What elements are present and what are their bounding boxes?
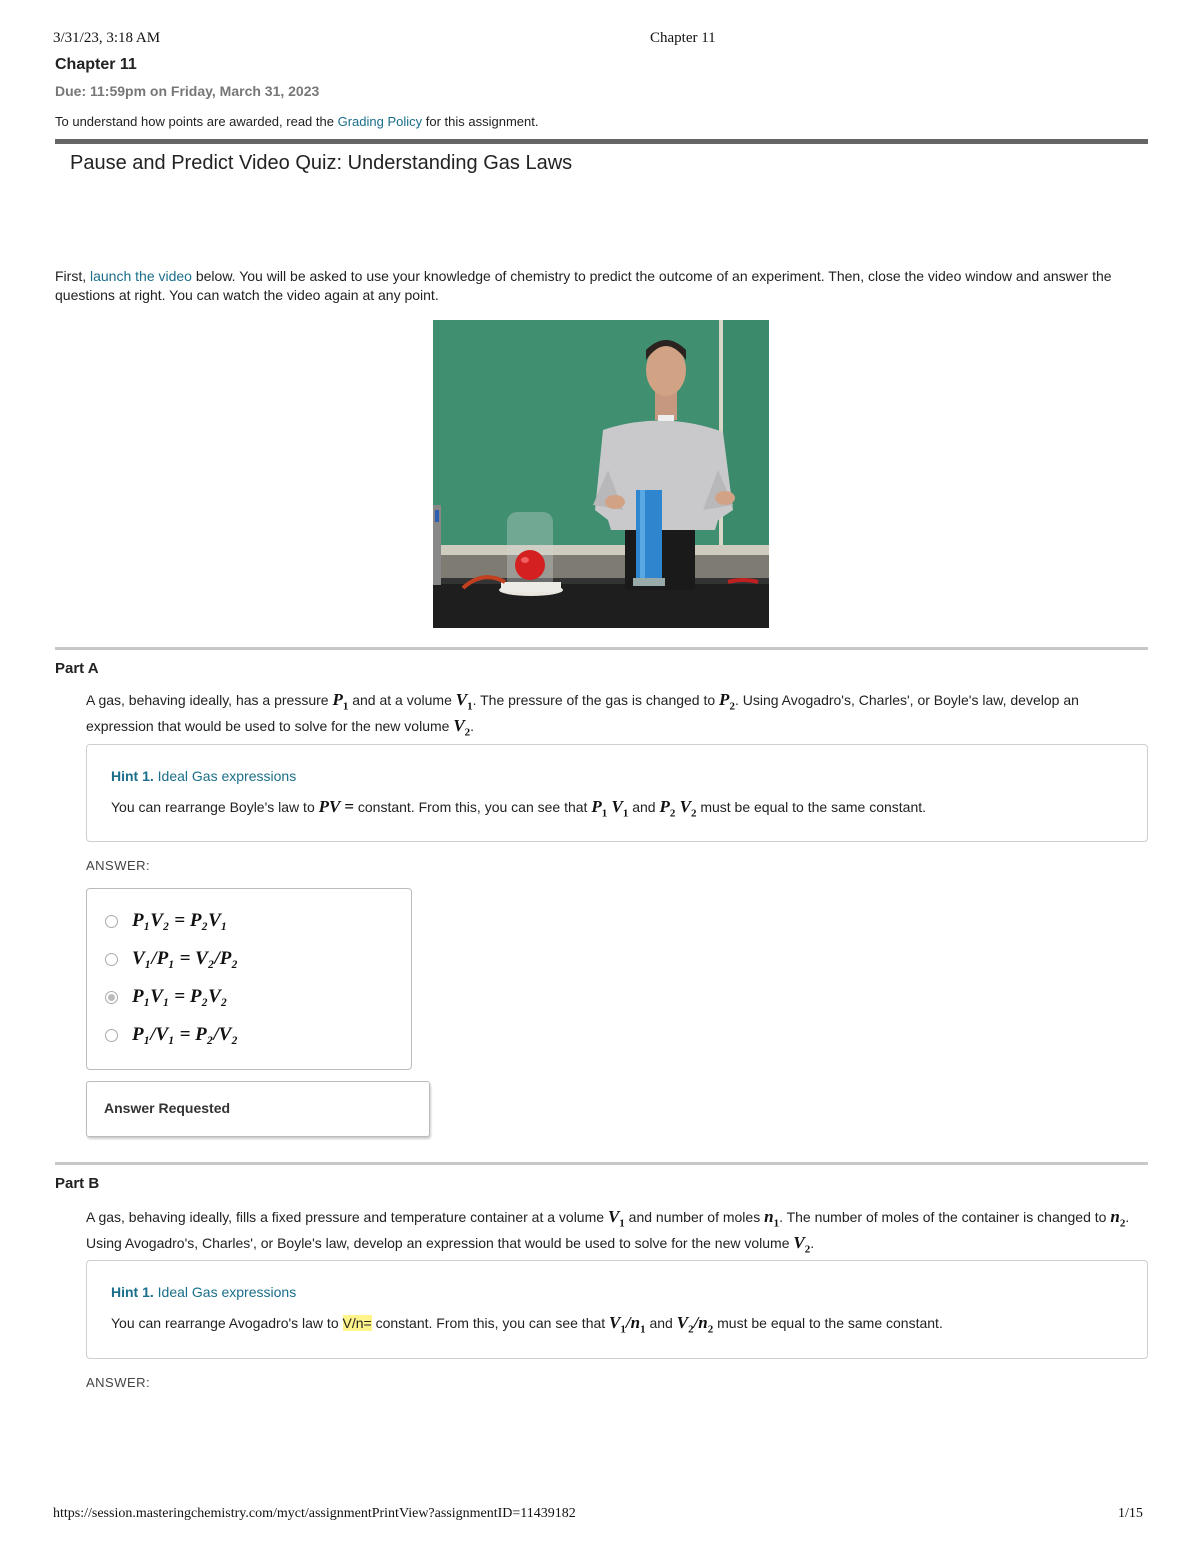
part-a-question: A gas, behaving ideally, has a pressure $P_1$ and at a volume $V_1$. The pressure of the gas is changed to $P_2$. Using Avogadro's, Charles', or Boyle's law, develop an expression that would be used to solve for the new volume $V_2$. [86, 690, 1079, 739]
part-a-q3: . The pressure of the gas is changed to [472, 692, 716, 708]
launch-video-link[interactable]: launch the video [90, 268, 192, 284]
part-a-answer-label: ANSWER: [86, 858, 151, 873]
choice-2-rhs: V₂/P₂ [195, 948, 238, 969]
part-b-hint-text-1: You can rearrange Avogadro's law to [111, 1315, 339, 1331]
choice-4-lhs: P₁/V₁ [132, 1024, 175, 1045]
part-a-label: Part A [55, 660, 99, 677]
part-a-hint-text-1: You can rearrange Boyle's law to [111, 799, 315, 815]
part-b-hint [86, 1260, 1148, 1359]
radio-3-selected[interactable] [105, 991, 118, 1004]
choice-2-lhs: V₁/P₁ [132, 948, 175, 969]
part-b-hint-title[interactable] [111, 1284, 296, 1300]
part-a-q5: . [470, 718, 475, 735]
page-number: 1/15 [1118, 1506, 1143, 1521]
answer-status-box [86, 1081, 430, 1137]
choice-1-rhs: P₂V₁ [189, 910, 228, 931]
grading-notice [55, 114, 538, 129]
grading-suffix: for this assignment. [425, 114, 539, 129]
part-a-q2: and at a volume [352, 692, 452, 708]
part-b-q3: . The number of moles of the container is changed to [779, 1209, 1107, 1225]
part-b-question: A gas, behaving ideally, fills a fixed pressure and temperature container at a volume $V_1$ and number of moles $n_1$. The number of moles of the container is changed to $n_2$. Using Avogadro's, Charles', or Boyle's law, develop an expression that would be used to solve for the new volume $V_2$. [86, 1207, 1130, 1256]
video-thumbnail[interactable] [433, 320, 769, 628]
part-a-hint-text-3: and [632, 799, 656, 815]
quiz-intro [55, 267, 1148, 305]
radio-2[interactable] [105, 953, 118, 966]
radio-1[interactable] [105, 915, 118, 928]
print-datetime: 3/31/23, 3:18 AM [53, 30, 161, 46]
choice-3-rhs: P₂V₂ [189, 986, 228, 1007]
highlighted-formula: V/n= [342, 1315, 372, 1331]
grading-policy-link[interactable]: Grading Policy [337, 114, 423, 129]
part-a-q1: A gas, behaving ideally, has a pressure [86, 692, 329, 708]
part-b-label: Part B [55, 1175, 100, 1192]
due-date: Due: 11:59pm on Friday, March 31, 2023 [55, 83, 320, 99]
part-a-hint-text-2: constant. From this, you can see that [357, 799, 588, 815]
choice-3[interactable]: P₁V₁ = P₂V₂ [105, 984, 227, 1010]
part-a-hint-title[interactable] [111, 768, 296, 784]
header-divider [55, 139, 1148, 144]
radio-4[interactable] [105, 1029, 118, 1042]
choice-3-lhs: P₁V₁ [132, 986, 170, 1007]
part-b-q5: . [810, 1235, 815, 1252]
part-a-hint-body: You can rearrange Boyle's law to PV = constant. From this, you can see that $P_1$ $V_1$ and $P_2$ $V_2$ must be equal to the same constant. [111, 797, 927, 820]
part-a-divider [55, 647, 1148, 650]
answer-status: Answer Requested [104, 1100, 231, 1116]
choice-2[interactable]: V₁/P₁ = V₂/P₂ [105, 946, 238, 972]
choice-4[interactable]: P₁/V₁ = P₂/V₂ [105, 1022, 238, 1048]
part-b-q1: A gas, behaving ideally, fills a fixed pressure and temperature container at a volume [86, 1209, 605, 1225]
part-b-hint-heading: Ideal Gas expressions [157, 1284, 297, 1300]
choice-1-lhs: P₁V₂ [132, 910, 170, 931]
intro-text: below. You will be asked to use your knowledge of chemistry to predict the outcome of an experiment. Then, close the video window and answer the questions at right. You can watch the video again at any point. [55, 268, 1112, 303]
part-b-hint-text-2: constant. From this, you can see that [375, 1315, 606, 1331]
print-doc-title: Chapter 11 [650, 30, 716, 46]
chapter-title: Chapter 11 [55, 56, 137, 73]
part-b-hint-text-3: and [649, 1315, 673, 1331]
choice-4-rhs: P₂/V₂ [195, 1024, 238, 1045]
part-a-answer-choices [86, 888, 412, 1070]
part-b-q2: and number of moles [628, 1209, 761, 1225]
video-thumbnail-illustration [433, 320, 769, 628]
part-a-q4: . Using Avogadro's, Charles', or Boyle's law, develop an expression that would be used to solve for the new volume [86, 692, 1079, 735]
part-b-answer-label: ANSWER: [86, 1375, 151, 1390]
grading-prefix: To understand how points are awarded, read the [55, 114, 334, 129]
footer-url: https://session.masteringchemistry.com/myct/assignmentPrintView?assignmentID=11439182 [53, 1506, 576, 1521]
intro-prefix: First, [55, 268, 87, 284]
part-b-q4: . Using Avogadro's, Charles', or Boyle's law, develop an expression that would be used to solve for the new volume [86, 1209, 1130, 1252]
part-a-hint-heading: Ideal Gas expressions [157, 768, 297, 784]
choice-1[interactable]: P₁V₂ = P₂V₁ [105, 908, 227, 934]
part-a-hint-number: Hint 1. [111, 768, 154, 784]
part-b-hint-text-4: must be equal to the same constant. [717, 1315, 943, 1331]
part-b-hint-number: Hint 1. [111, 1284, 154, 1300]
quiz-title: Pause and Predict Video Quiz: Understanding Gas Laws [70, 152, 573, 174]
part-a-hint-text-4: must be equal to the same constant. [700, 799, 927, 815]
part-b-hint-body: You can rearrange Avogadro's law to V/n= constant. From this, you can see that $V_1/n_1$ and $V_2/n_2$ must be equal to the same constant. [111, 1313, 943, 1336]
part-b-divider [55, 1162, 1148, 1165]
part-a-hint [86, 744, 1148, 842]
